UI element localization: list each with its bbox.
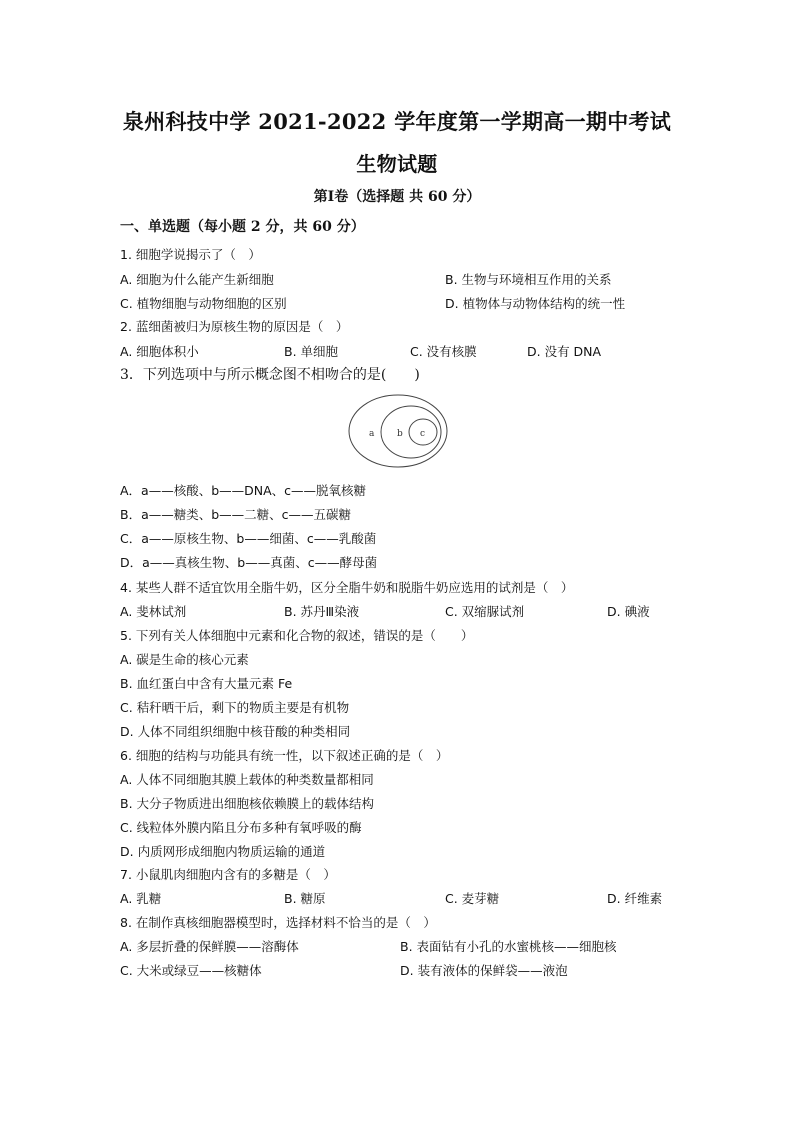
question-3-option-b: B．a——糖类、b——二糖、c——五碳糖 bbox=[120, 507, 352, 522]
question-3-option-a: A．a——核酸、b——DNA、c——脱氧核糖 bbox=[120, 483, 367, 498]
question-4-option-b: B. 苏丹Ⅲ染液 bbox=[284, 604, 360, 619]
question-8-stem: 8. 在制作真核细胞器模型时，选择材料不恰当的是（ ） bbox=[120, 915, 436, 930]
question-8-option-d: D. 装有液体的保鲜袋——液泡 bbox=[400, 963, 568, 978]
question-6-option-b: B. 大分子物质进出细胞核依赖膜上的载体结构 bbox=[120, 796, 375, 811]
question-4-option-a: A. 斐林试剂 bbox=[120, 604, 187, 619]
question-2-stem: 2. 蓝细菌被归为原核生物的原因是（ ） bbox=[120, 319, 349, 334]
question-5-option-a: A. 碳是生命的核心元素 bbox=[120, 652, 249, 667]
question-4-option-d: D. 碘液 bbox=[607, 604, 650, 619]
exam-title: 泉州科技中学 2021-2022 学年度第一学期高一期中考试 bbox=[122, 109, 672, 134]
question-1-stem: 1. 细胞学说揭示了（ ） bbox=[120, 247, 261, 262]
question-1-option-b: B. 生物与环境相互作用的关系 bbox=[445, 272, 612, 287]
question-2-option-c: C. 没有核膜 bbox=[410, 344, 477, 359]
concept-label-b: b bbox=[397, 429, 403, 439]
question-2-option-b: B. 单细胞 bbox=[284, 344, 339, 359]
section-title: 第Ⅰ卷（选择题 共 60 分） bbox=[313, 189, 481, 205]
part-heading: 一、单选题（每小题 2 分，共 60 分） bbox=[120, 219, 365, 235]
concept-label-a: a bbox=[369, 429, 375, 439]
question-7-option-b: B. 糖原 bbox=[284, 891, 326, 906]
question-6-option-d: D. 内质网形成细胞内物质运输的通道 bbox=[120, 844, 326, 859]
question-1-option-a: A. 细胞为什么能产生新细胞 bbox=[120, 272, 274, 287]
question-3-stem: 3．下列选项中与所示概念图不相吻合的是( ) bbox=[120, 367, 420, 383]
question-7-option-a: A. 乳糖 bbox=[120, 891, 162, 906]
exam-subtitle: 生物试题 bbox=[356, 152, 438, 176]
question-7-option-c: C. 麦芽糖 bbox=[445, 891, 500, 906]
question-5-option-b: B. 血红蛋白中含有大量元素 Fe bbox=[120, 676, 293, 691]
question-6-option-c: C. 线粒体外膜内陷且分布多种有氧呼吸的酶 bbox=[120, 820, 362, 835]
question-8-option-a: A. 多层折叠的保鲜膜——溶酶体 bbox=[120, 939, 299, 954]
concept-diagram bbox=[347, 392, 449, 470]
question-1-option-c: C. 植物细胞与动物细胞的区别 bbox=[120, 296, 287, 311]
question-5-option-d: D. 人体不同组织细胞中核苷酸的种类相同 bbox=[120, 724, 351, 739]
question-2-option-d: D. 没有 DNA bbox=[527, 344, 602, 359]
question-3-option-d: D．a——真核生物、b——真菌、c——酵母菌 bbox=[120, 555, 378, 570]
question-8-option-c: C. 大米或绿豆——核糖体 bbox=[120, 963, 262, 978]
question-5-stem: 5. 下列有关人体细胞中元素和化合物的叙述，错误的是（ ） bbox=[120, 628, 474, 643]
question-2-option-a: A. 细胞体积小 bbox=[120, 344, 199, 359]
question-4-stem: 4. 某些人群不适宜饮用全脂牛奶，区分全脂牛奶和脱脂牛奶应选用的试剂是（ ） bbox=[120, 580, 574, 595]
question-1-option-d: D. 植物体与动物体结构的统一性 bbox=[445, 296, 626, 311]
question-7-stem: 7. 小鼠肌肉细胞内含有的多糖是（ ） bbox=[120, 867, 336, 882]
question-8-option-b: B. 表面钻有小孔的水蜜桃核——细胞核 bbox=[400, 939, 617, 954]
question-6-stem: 6. 细胞的结构与功能具有统一性，以下叙述正确的是（ ） bbox=[120, 748, 449, 763]
question-5-option-c: C. 秸秆晒干后，剩下的物质主要是有机物 bbox=[120, 700, 350, 715]
concept-circle-b bbox=[381, 406, 441, 458]
question-3-option-c: C．a——原核生物、b——细菌、c——乳酸菌 bbox=[120, 531, 377, 546]
question-6-option-a: A. 人体不同细胞其膜上载体的种类数量都相同 bbox=[120, 772, 374, 787]
concept-label-c: c bbox=[420, 429, 426, 439]
question-4-option-c: C. 双缩脲试剂 bbox=[445, 604, 525, 619]
question-7-option-d: D. 纤维素 bbox=[607, 891, 663, 906]
